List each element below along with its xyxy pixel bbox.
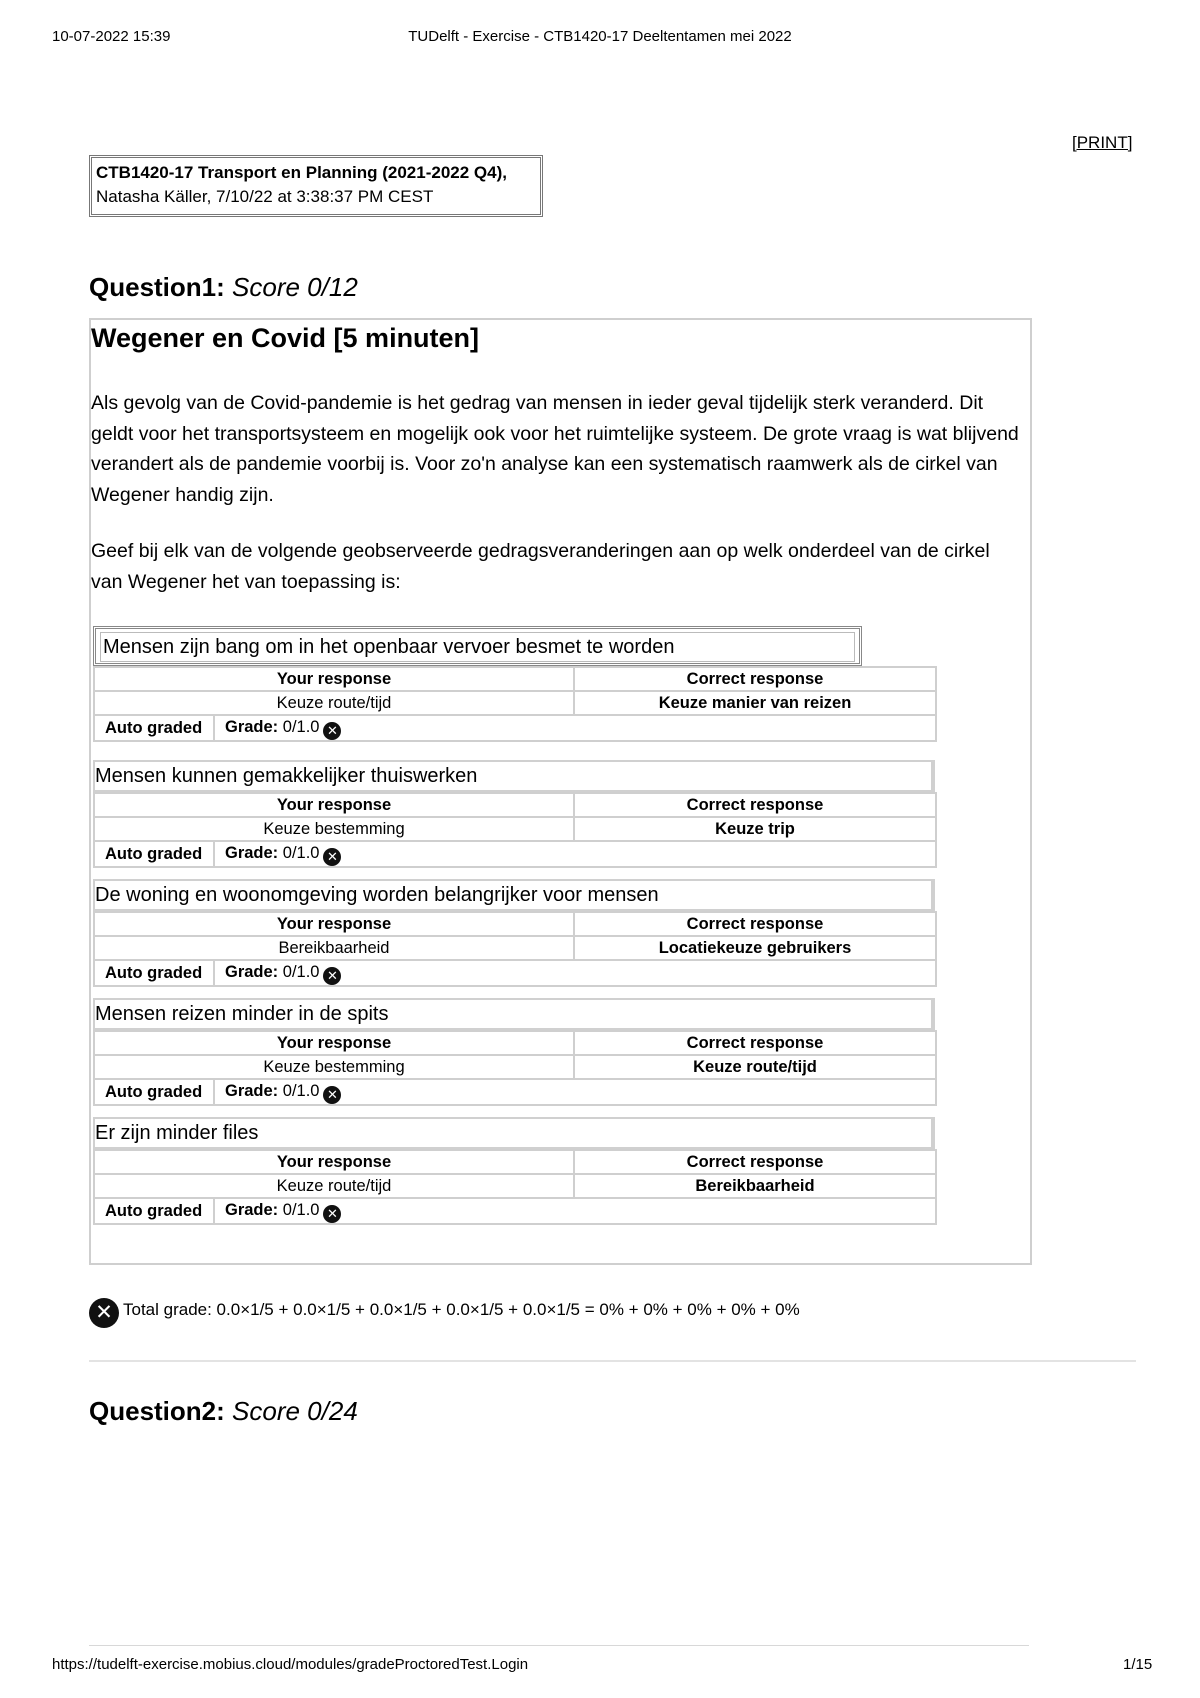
footer-divider [89,1645,1029,1646]
grade-value: 0/1.0 [282,844,320,862]
grade-cell [214,1079,936,1105]
response-block [93,666,935,742]
correct-response-value: Bereikbaarheid [574,1174,936,1198]
grade-cell [214,1198,936,1224]
correct-response-value: Keuze route/tijd [574,1055,936,1079]
question1-panel [89,318,1032,1265]
divider [89,1360,1136,1362]
question1-instruction: Geef bij elk van de volgende geobserveerde gedragsveranderingen aan op welk onderdeel van de cirkel van Wegener het van toepassing is: [91,540,990,593]
response-block [93,879,935,987]
auto-graded-label: Auto graded [94,1198,214,1224]
auto-graded-label: Auto graded [94,1079,214,1105]
correct-response-header: Correct response [574,667,936,691]
response-table [93,1149,937,1225]
incorrect-icon: ✕ [323,967,341,985]
question1-score: Score 0/12 [232,272,358,302]
your-response-value: Bereikbaarheid [94,936,574,960]
statement-text: Mensen zijn bang om in het openbaar vervoer besmet te worden [100,632,855,662]
your-response-value: Keuze route/tijd [94,1174,574,1198]
your-response-value: Keuze bestemming [94,817,574,841]
grade-label: Grade: [225,1082,279,1100]
student-line: Natasha Käller, 7/10/22 at 3:38:37 PM CEST [96,187,434,206]
question2-label: Question2: [89,1396,225,1426]
total-grade [89,1298,800,1328]
correct-response-header: Correct response [574,793,936,817]
question2-score: Score 0/24 [232,1396,358,1426]
table-row [94,1174,936,1198]
incorrect-icon: ✕ [323,1086,341,1104]
auto-graded-label: Auto graded [94,715,214,741]
grade-label: Grade: [225,718,279,736]
table-header-row [94,667,936,691]
grade-row [94,1079,936,1105]
grade-label: Grade: [225,844,279,862]
grade-value: 0/1.0 [282,1201,320,1219]
question1-title: Wegener en Covid [5 minuten] [91,323,480,353]
grade-value: 0/1.0 [282,1082,320,1100]
table-header-row [94,912,936,936]
your-response-value: Keuze bestemming [94,1055,574,1079]
statement-box [93,626,862,666]
grade-row [94,1198,936,1224]
grade-value: 0/1.0 [282,963,320,981]
print-link[interactable]: [PRINT] [1072,133,1133,152]
incorrect-icon: ✕ [323,722,341,740]
table-row [94,1055,936,1079]
print-datetime: 10-07-2022 15:39 [52,28,171,45]
response-block [93,998,935,1106]
table-row [94,691,936,715]
grade-row [94,715,936,741]
your-response-header: Your response [94,667,574,691]
grade-row [94,841,936,867]
response-table [93,1030,937,1106]
response-table [93,792,937,868]
table-row [94,936,936,960]
grade-cell [214,841,936,867]
course-info-box [89,155,543,217]
response-table [93,666,937,742]
statement-text: Er zijn minder files [93,1117,935,1149]
response-table [93,911,937,987]
question1-intro: Als gevolg van de Covid-pandemie is het gedrag van mensen in ieder geval tijdelijk sterk veranderd. Dit geldt voor het transportsysteem en mogelijk ook voor het ruimtelijke systeem. De grote vraag is wat blijvend verandert als de pandemie voorbij is. Voor zo'n analyse kan een systematisch raamwerk als de cirkel van Wegener handig zijn. [91,392,1019,506]
grade-cell [214,960,936,986]
incorrect-icon: ✕ [89,1298,119,1328]
auto-graded-label: Auto graded [94,960,214,986]
grade-label: Grade: [225,963,279,981]
grade-row [94,960,936,986]
question1-heading [89,272,358,303]
your-response-value: Keuze route/tijd [94,691,574,715]
correct-response-value: Locatiekeuze gebruikers [574,936,936,960]
response-block [93,760,935,868]
page-number: 1/15 [1123,1656,1153,1673]
grade-cell [214,715,936,741]
response-block [93,1117,935,1225]
question2-heading [89,1396,358,1427]
footer-url: https://tudelft-exercise.mobius.cloud/modules/gradeProctoredTest.Login [52,1656,529,1673]
grade-label: Grade: [225,1201,279,1219]
correct-response-header: Correct response [574,912,936,936]
course-title: CTB1420-17 Transport en Planning (2021-2022 Q4), [96,163,507,182]
auto-graded-label: Auto graded [94,841,214,867]
your-response-header: Your response [94,1031,574,1055]
question1-label: Question1: [89,272,225,302]
correct-response-value: Keuze trip [574,817,936,841]
grade-value: 0/1.0 [282,718,320,736]
table-row [94,817,936,841]
statement-text: Mensen reizen minder in de spits [93,998,935,1030]
statement-text: Mensen kunnen gemakkelijker thuiswerken [93,760,935,792]
table-header-row [94,793,936,817]
incorrect-icon: ✕ [323,1205,341,1223]
correct-response-header: Correct response [574,1150,936,1174]
table-header-row [94,1031,936,1055]
incorrect-icon: ✕ [323,848,341,866]
correct-response-header: Correct response [574,1031,936,1055]
your-response-header: Your response [94,912,574,936]
correct-response-value: Keuze manier van reizen [574,691,936,715]
total-grade-text: Total grade: 0.0×1/5 + 0.0×1/5 + 0.0×1/5 + 0.0×1/5 + 0.0×1/5 = 0% + 0% + 0% + 0% + 0% [123,1300,800,1319]
your-response-header: Your response [94,793,574,817]
table-header-row [94,1150,936,1174]
statement-text: De woning en woonomgeving worden belangrijker voor mensen [93,879,935,911]
print-page-title: TUDelft - Exercise - CTB1420-17 Deeltentamen mei 2022 [408,28,792,45]
your-response-header: Your response [94,1150,574,1174]
